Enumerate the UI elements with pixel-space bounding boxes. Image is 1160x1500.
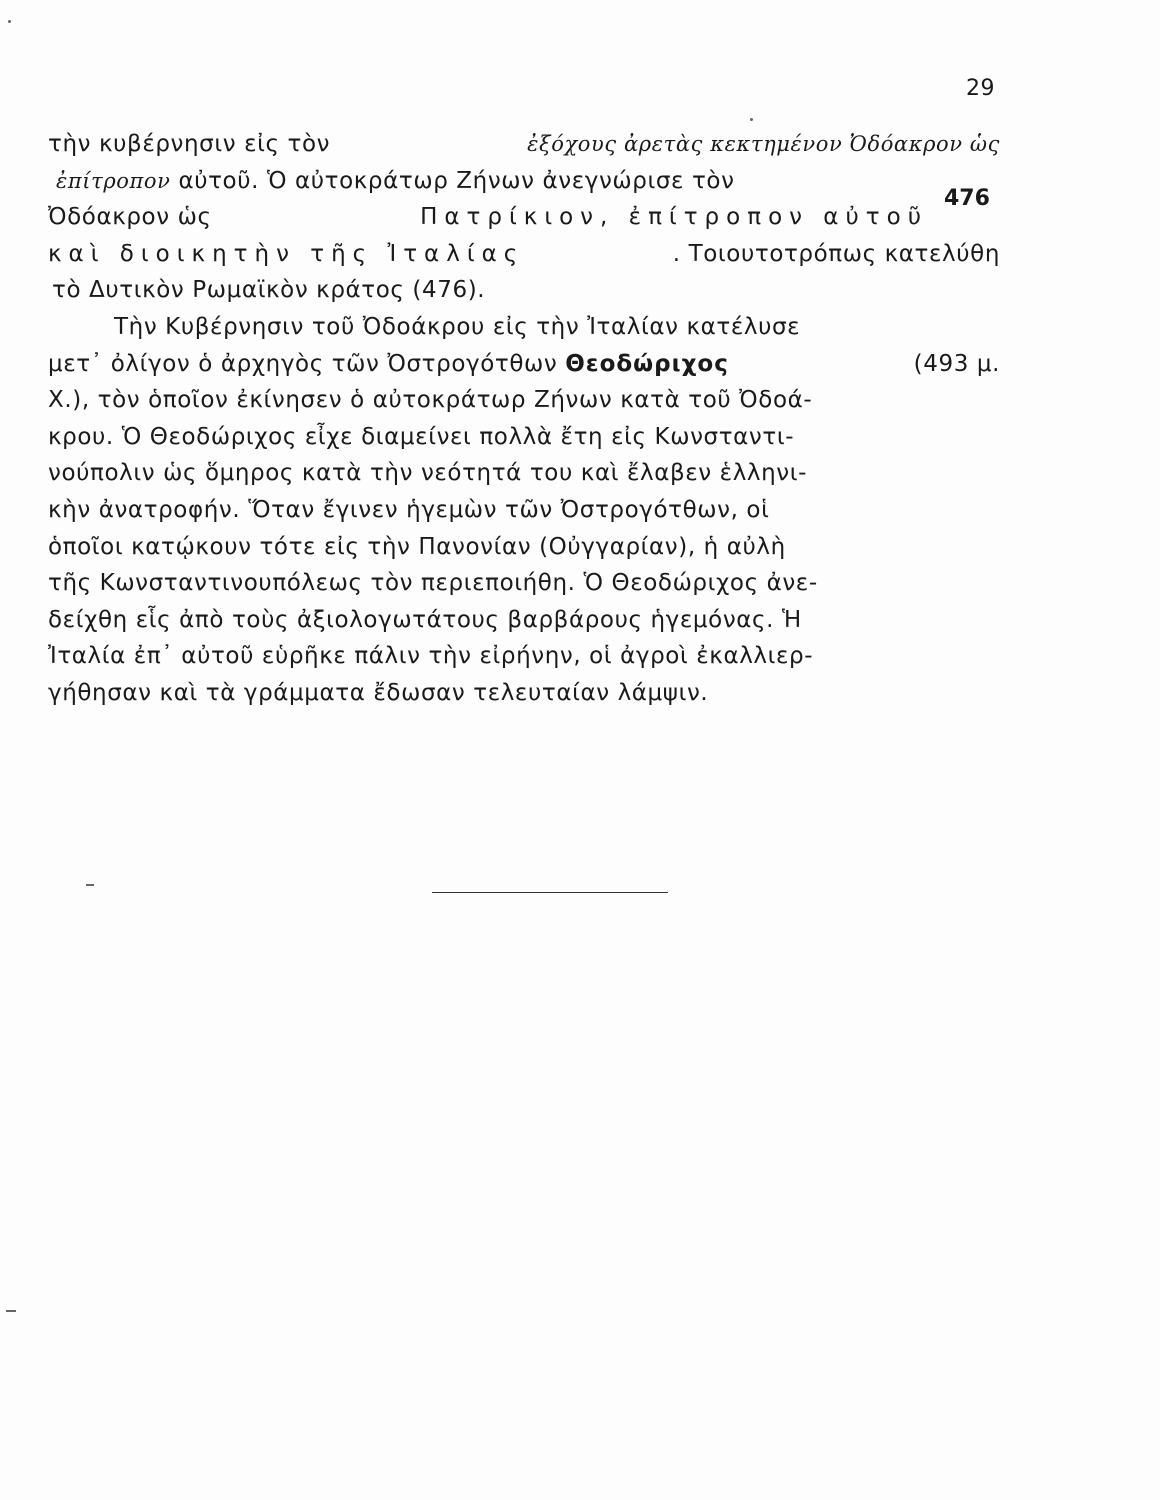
text-line-10: νούπολιν ὡς ὅμηρος κατὰ τὴν νεότητά του καὶ ἔλαβεν ἑλληνι- — [48, 460, 808, 487]
body-text — [48, 126, 1000, 712]
text-line-6: Τὴν Κυβέρνησιν τοῦ Ὀδοάκρου εἰς τὴν Ἰταλίαν κατέλυσε — [114, 313, 801, 340]
text-line-9: κρου. Ὁ Θεοδώριχος εἶχε διαμείνει πολλὰ ἔτη εἰς Κωνσταντι- — [48, 423, 795, 450]
text-line-4 — [48, 236, 1000, 273]
text-line-2-plain: αὐτοῦ. Ὁ αὐτοκράτωρ Ζήνων ἀνεγνώρισε τὸν — [170, 167, 735, 194]
text-line-4-spaced: καὶ διοικητὴν τῆς Ἰταλίας — [48, 240, 525, 267]
page-number: 29 — [966, 76, 995, 101]
text-line-12: ὁποῖοι κατῴκουν τότε εἰς τὴν Πανονίαν (Οὐγγαρίαν), ἡ αὐλὴ — [48, 533, 786, 560]
text-line-13: τῆς Κωνσταντινουπόλεως τὸν περιεποιήθη. Ὁ Θεοδώριχος ἀνε- — [48, 570, 818, 597]
text-line-1-italic: ἐξόχους ἀρετὰς κεκτημένον Ὀδόακρον ὡς — [527, 132, 1000, 156]
scan-speck — [86, 884, 94, 886]
text-line-5: τὸ Δυτικὸν Ρωμαϊκὸν κράτος (476). — [52, 277, 486, 304]
scan-speck — [6, 1310, 16, 1312]
text-line-16: γήθησαν καὶ τὰ γράμματα ἔδωσαν τελευταίαν λάμψιν. — [48, 679, 709, 706]
text-line-1 — [48, 126, 1000, 163]
text-line-7-plain — [48, 346, 729, 383]
text-line-3-spaced: Πατρίκιον, ἐπίτροπον αὐτοῦ — [420, 204, 928, 231]
text-line-14: δείχθη εἷς ἀπὸ τοὺς ἀξιολογωτάτους βαρβάρους ἡγεμόνας. Ἡ — [48, 606, 802, 633]
text-line-8: Χ.), τὸν ὁποῖον ἐκίνησεν ὁ αὐτοκράτωρ Ζήνων κατὰ τοῦ Ὀδοά- — [48, 387, 813, 414]
text-line-3-plain: Ὀδόακρον ὡς — [48, 204, 220, 231]
text-line-3 — [48, 199, 928, 236]
text-line-11: κὴν ἀνατροφήν. Ὅταν ἔγινεν ἡγεμὼν τῶν Ὀστρογότθων, οἱ — [48, 496, 770, 523]
text-line-7 — [48, 346, 1000, 383]
text-line-7-end: (493 μ. — [913, 350, 1000, 377]
text-line-2 — [48, 163, 944, 200]
section-separator — [432, 892, 668, 893]
scan-speck — [8, 20, 11, 23]
text-line-4-plain: . Τοιουτοτρόπως κατελύθη — [672, 240, 1000, 267]
text-line-2-italic: ἐπίτροπον — [56, 168, 171, 193]
scan-speck — [750, 118, 753, 121]
text-line-7-start: μετ᾽ ὀλίγον ὁ ἀρχηγὸς τῶν Ὀστρογότθων — [48, 350, 566, 377]
text-line-15: Ἰταλία ἐπ᾽ αὐτοῦ εὑρῆκε πάλιν τὴν εἰρήνην, οἱ ἀγροὶ ἐκαλλιερ- — [48, 643, 814, 670]
text-line-1-plain: τὴν κυβέρνησιν εἰς τὸν — [48, 131, 339, 157]
margin-date-note: 476 — [944, 186, 990, 211]
text-line-7-bold: Θεοδώριχος — [565, 350, 729, 377]
